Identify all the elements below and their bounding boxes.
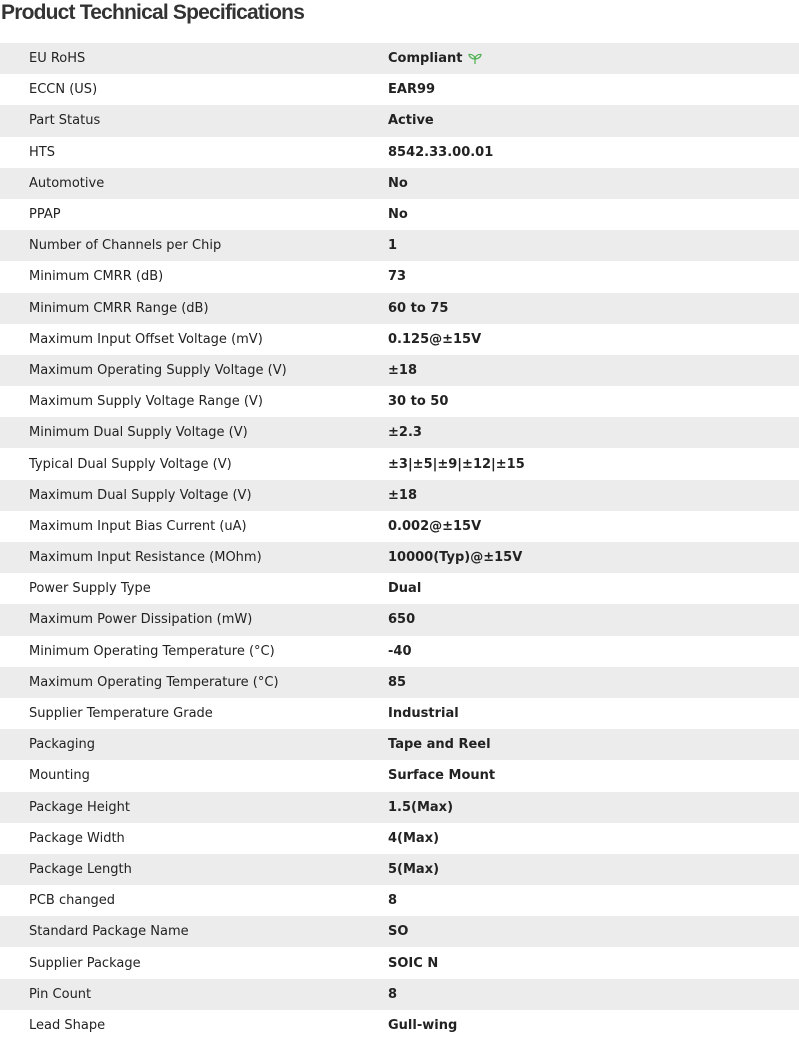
spec-value bbox=[388, 800, 799, 815]
spec-value bbox=[388, 924, 799, 939]
spec-value-text: Compliant bbox=[388, 51, 463, 67]
spec-value bbox=[388, 207, 799, 222]
spec-value bbox=[388, 145, 799, 160]
spec-row bbox=[0, 947, 799, 978]
spec-row bbox=[0, 105, 799, 136]
spec-row bbox=[0, 355, 799, 386]
spec-value-text: 8 bbox=[388, 893, 398, 909]
spec-value-text: Tape and Reel bbox=[388, 737, 491, 753]
spec-value bbox=[388, 113, 799, 128]
spec-value-text: 10000(Typ)@±15V bbox=[388, 550, 523, 566]
spec-row bbox=[0, 261, 799, 292]
spec-value-text: ±18 bbox=[388, 362, 417, 378]
spec-value bbox=[388, 550, 799, 565]
spec-row bbox=[0, 324, 799, 355]
spec-label: ECCN (US) bbox=[29, 82, 98, 98]
spec-value-text: EAR99 bbox=[388, 82, 436, 98]
spec-value bbox=[388, 675, 799, 690]
spec-value-text: Dual bbox=[388, 581, 422, 597]
spec-row bbox=[0, 74, 799, 105]
spec-label: Packaging bbox=[29, 737, 95, 753]
spec-value-text: No bbox=[388, 207, 408, 223]
spec-row bbox=[0, 823, 799, 854]
spec-row bbox=[0, 636, 799, 667]
spec-row bbox=[0, 916, 799, 947]
spec-label: Mounting bbox=[29, 768, 90, 784]
page-title: Product Technical Specifications bbox=[1, 1, 305, 24]
spec-row bbox=[0, 792, 799, 823]
spec-value-text: ±3|±5|±9|±12|±15 bbox=[388, 456, 525, 472]
spec-label: Supplier Temperature Grade bbox=[29, 706, 213, 722]
spec-value bbox=[388, 987, 799, 1002]
spec-row bbox=[0, 199, 799, 230]
spec-label: Maximum Input Resistance (MOhm) bbox=[29, 550, 262, 566]
spec-label: Lead Shape bbox=[29, 1017, 106, 1033]
spec-row bbox=[0, 511, 799, 542]
spec-row bbox=[0, 293, 799, 324]
spec-value bbox=[388, 394, 799, 409]
spec-label: Power Supply Type bbox=[29, 581, 151, 597]
spec-value bbox=[388, 51, 799, 66]
spec-label: Maximum Input Offset Voltage (mV) bbox=[29, 331, 263, 347]
spec-value bbox=[388, 893, 799, 908]
spec-label: Automotive bbox=[29, 175, 105, 191]
spec-label: Part Status bbox=[29, 113, 101, 129]
spec-label: PCB changed bbox=[29, 893, 116, 909]
spec-value bbox=[388, 176, 799, 191]
spec-row bbox=[0, 729, 799, 760]
spec-row bbox=[0, 168, 799, 199]
spec-value bbox=[388, 457, 799, 472]
spec-value-text: 0.125@±15V bbox=[388, 331, 482, 347]
spec-label: Package Height bbox=[29, 799, 130, 815]
spec-label: Maximum Operating Temperature (°C) bbox=[29, 674, 279, 690]
spec-row bbox=[0, 698, 799, 729]
spec-value bbox=[388, 332, 799, 347]
spec-row bbox=[0, 760, 799, 791]
spec-value-text: SO bbox=[388, 924, 409, 940]
spec-row bbox=[0, 854, 799, 885]
spec-value-text: 85 bbox=[388, 674, 407, 690]
spec-label: Number of Channels per Chip bbox=[29, 238, 222, 254]
spec-label: Typical Dual Supply Voltage (V) bbox=[29, 456, 232, 472]
spec-row bbox=[0, 604, 799, 635]
spec-row bbox=[0, 667, 799, 698]
spec-value-text: Gull-wing bbox=[388, 1017, 458, 1033]
spec-value bbox=[388, 425, 799, 440]
spec-label: EU RoHS bbox=[29, 51, 86, 67]
spec-value-text: 60 to 75 bbox=[388, 300, 449, 316]
spec-row bbox=[0, 230, 799, 261]
spec-value-text: 650 bbox=[388, 612, 416, 628]
spec-label: Standard Package Name bbox=[29, 924, 189, 940]
spec-label: Package Length bbox=[29, 861, 132, 877]
spec-value bbox=[388, 706, 799, 721]
spec-value bbox=[388, 644, 799, 659]
spec-value-text: Industrial bbox=[388, 706, 459, 722]
leaf-icon bbox=[468, 53, 482, 65]
spec-value-text: 1 bbox=[388, 238, 398, 254]
spec-value bbox=[388, 581, 799, 596]
spec-label: Minimum Dual Supply Voltage (V) bbox=[29, 425, 248, 441]
spec-label: Supplier Package bbox=[29, 955, 141, 971]
spec-value-text: 8 bbox=[388, 986, 398, 1002]
spec-value-text: ±18 bbox=[388, 487, 417, 503]
spec-label: Minimum CMRR (dB) bbox=[29, 269, 164, 285]
spec-row bbox=[0, 979, 799, 1010]
spec-value-text: ±2.3 bbox=[388, 425, 422, 441]
spec-value-text: 4(Max) bbox=[388, 830, 440, 846]
spec-label: Minimum CMRR Range (dB) bbox=[29, 300, 209, 316]
spec-value bbox=[388, 1018, 799, 1033]
spec-value bbox=[388, 737, 799, 752]
spec-value bbox=[388, 831, 799, 846]
spec-row bbox=[0, 1010, 799, 1041]
spec-row bbox=[0, 480, 799, 511]
spec-label: Pin Count bbox=[29, 986, 92, 1002]
spec-row bbox=[0, 573, 799, 604]
spec-value bbox=[388, 768, 799, 783]
spec-value bbox=[388, 363, 799, 378]
spec-value bbox=[388, 862, 799, 877]
spec-value-text: 5(Max) bbox=[388, 861, 440, 877]
spec-value-text: -40 bbox=[388, 643, 412, 659]
spec-value-text: 30 to 50 bbox=[388, 394, 449, 410]
spec-label: Maximum Supply Voltage Range (V) bbox=[29, 394, 263, 410]
spec-value-text: 73 bbox=[388, 269, 407, 285]
spec-label: PPAP bbox=[29, 207, 61, 223]
spec-value-text: Active bbox=[388, 113, 434, 129]
spec-row bbox=[0, 448, 799, 479]
spec-value bbox=[388, 238, 799, 253]
spec-label: Package Width bbox=[29, 830, 125, 846]
spec-label: Maximum Input Bias Current (uA) bbox=[29, 518, 247, 534]
spec-row bbox=[0, 542, 799, 573]
spec-row bbox=[0, 137, 799, 168]
spec-value bbox=[388, 519, 799, 534]
spec-label: Maximum Power Dissipation (mW) bbox=[29, 612, 253, 628]
spec-value bbox=[388, 269, 799, 284]
spec-label: Minimum Operating Temperature (°C) bbox=[29, 643, 275, 659]
spec-row bbox=[0, 885, 799, 916]
spec-value bbox=[388, 301, 799, 316]
spec-row bbox=[0, 417, 799, 448]
spec-value bbox=[388, 82, 799, 97]
spec-value bbox=[388, 612, 799, 627]
spec-value bbox=[388, 956, 799, 971]
spec-value-text: Surface Mount bbox=[388, 768, 496, 784]
spec-value-text: 8542.33.00.01 bbox=[388, 144, 494, 160]
spec-table bbox=[0, 43, 799, 1041]
spec-row bbox=[0, 43, 799, 74]
spec-value-text: 0.002@±15V bbox=[388, 518, 482, 534]
spec-row bbox=[0, 386, 799, 417]
spec-label: Maximum Operating Supply Voltage (V) bbox=[29, 362, 287, 378]
spec-value bbox=[388, 488, 799, 503]
spec-label: HTS bbox=[29, 144, 55, 160]
spec-value-text: SOIC N bbox=[388, 955, 439, 971]
spec-value-text: 1.5(Max) bbox=[388, 799, 454, 815]
spec-value-text: No bbox=[388, 175, 408, 191]
spec-label: Maximum Dual Supply Voltage (V) bbox=[29, 487, 252, 503]
